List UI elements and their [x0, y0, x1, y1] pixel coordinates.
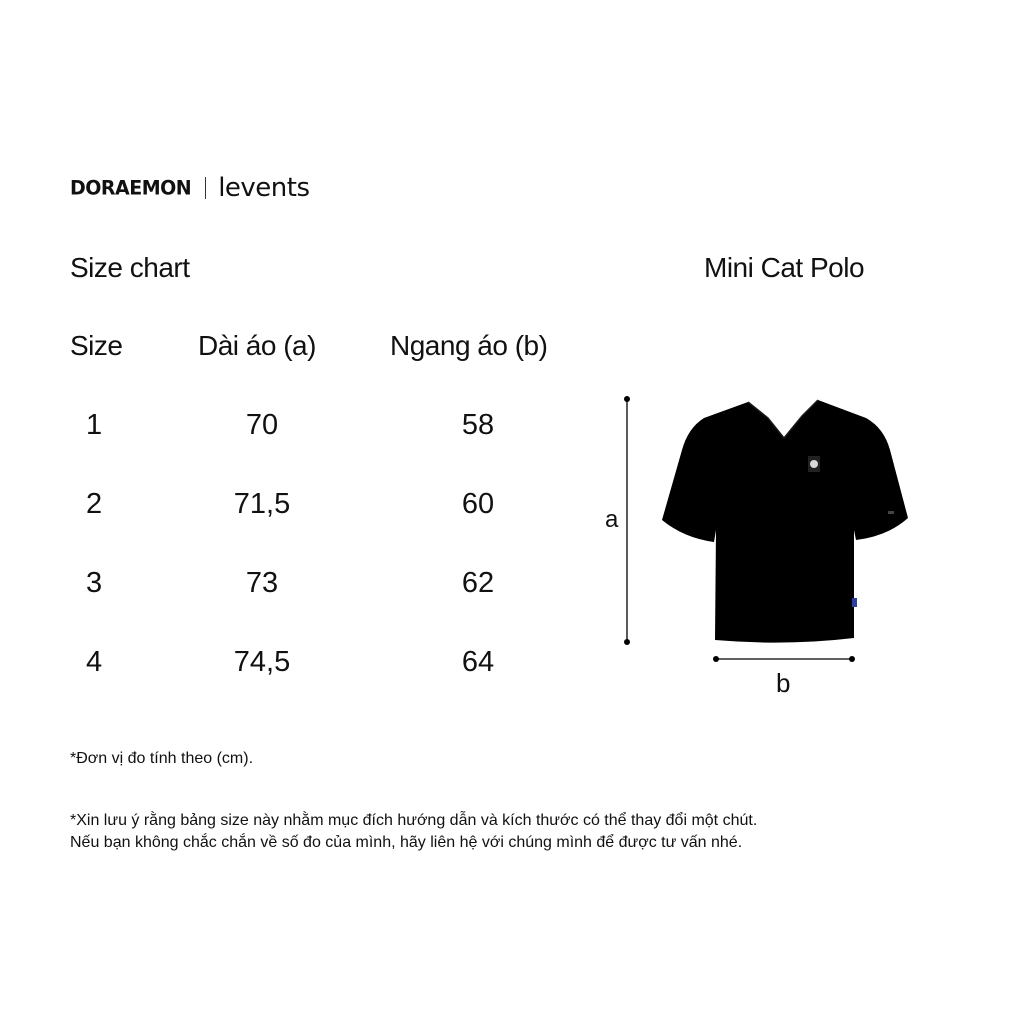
cell-length: 71,5 [233, 488, 291, 520]
column-header-length: Dài áo (a) [198, 330, 316, 361]
brand-divider [205, 177, 206, 199]
cell-size: 1 [86, 409, 103, 441]
table-header [70, 330, 590, 409]
cell-width: 60 [461, 488, 495, 520]
disclaimer-note [70, 810, 757, 854]
length-measure-line [624, 396, 630, 645]
column-header-width: Ngang áo (b) [390, 330, 548, 361]
size-table [70, 330, 590, 725]
polo-measurement-diagram [596, 380, 926, 700]
cell-width: 64 [461, 646, 495, 678]
cell-width: 62 [461, 567, 495, 599]
cell-length: 70 [245, 409, 279, 441]
table-row [70, 409, 590, 488]
cell-length: 74,5 [233, 646, 291, 678]
cell-size: 3 [86, 567, 103, 599]
brand-row [70, 170, 310, 206]
table-row [70, 567, 590, 646]
width-label: b [776, 668, 791, 698]
doraemon-logo: DORAEMON [70, 176, 192, 200]
levents-logo: levents [218, 173, 310, 203]
cell-size: 4 [86, 646, 103, 678]
table-row [70, 488, 590, 567]
cell-length: 73 [245, 567, 279, 599]
polo-shirt-icon [662, 400, 908, 643]
unit-note: *Đơn vị đo tính theo (cm). [70, 750, 254, 767]
disclaimer-line: Nếu bạn không chắc chắn về số đo của mình, hãy liên hệ với chúng mình để được tư vấn nhé. [70, 834, 743, 851]
width-measure-line [713, 656, 855, 662]
size-chart-title: Size chart [70, 252, 190, 283]
length-label: a [605, 506, 619, 533]
disclaimer-line: *Xin lưu ý rằng bảng size này nhằm mục đích hướng dẫn và kích thước có thể thay đổi một chút. [70, 812, 758, 829]
column-header-size: Size [70, 330, 123, 361]
cell-size: 2 [86, 488, 103, 520]
mini-cat-patch-icon [808, 456, 820, 472]
product-name: Mini Cat Polo [704, 252, 865, 283]
table-row [70, 646, 590, 725]
cell-width: 58 [461, 409, 495, 441]
